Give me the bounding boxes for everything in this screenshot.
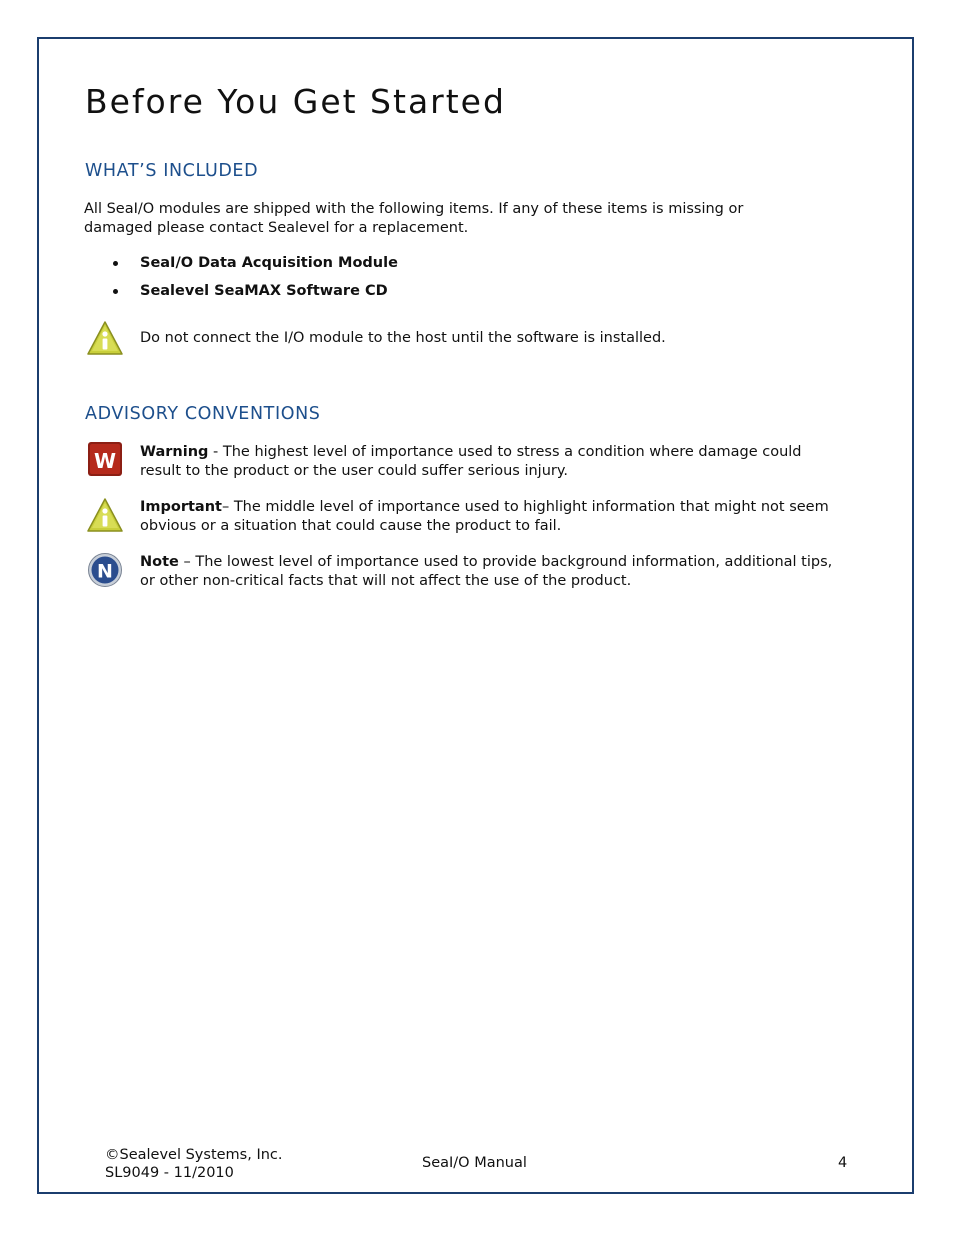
footer-page-number: 4 bbox=[838, 1155, 848, 1171]
warning-convention bbox=[140, 443, 840, 480]
footer-left bbox=[105, 1146, 283, 1182]
intro-line-2: damaged please contact Sealevel for a replacement. bbox=[84, 219, 469, 236]
intro-line-1: All SeaI/O modules are shipped with the following items. If any of these items is missing or bbox=[84, 201, 744, 217]
important-label: Important bbox=[140, 499, 222, 515]
list-item bbox=[110, 282, 398, 310]
footer-copyright: ©Sealevel Systems, Inc. bbox=[105, 1147, 283, 1163]
important-convention bbox=[140, 498, 840, 535]
note-icon bbox=[86, 552, 124, 588]
footer-manual-name: SeaI/O Manual bbox=[422, 1155, 527, 1171]
list-item-label: SeaI/O Data Acquisition Module bbox=[140, 255, 398, 271]
important-icon bbox=[86, 497, 124, 533]
list-item-label: Sealevel SeaMAX Software CD bbox=[140, 283, 388, 299]
warning-icon-letter: W bbox=[93, 449, 117, 473]
page-title: Before You Get Started bbox=[85, 82, 506, 121]
whats-included-heading: WHAT’S INCLUDED bbox=[85, 161, 259, 181]
included-items-list bbox=[110, 254, 398, 310]
warning-text: - The highest level of importance used to stress a condition where damage could result to the product or the user could suffer serious injury. bbox=[140, 444, 802, 479]
note-label: Note bbox=[140, 554, 179, 570]
install-first-note: Do not connect the I/O module to the host until the software is installed. bbox=[140, 330, 666, 346]
important-icon bbox=[86, 320, 124, 356]
warning-icon bbox=[86, 441, 124, 477]
warning-label: Warning bbox=[140, 444, 209, 460]
footer-doc-id: SL9049 - 11/2010 bbox=[105, 1165, 234, 1181]
note-convention bbox=[140, 553, 840, 590]
whats-included-intro bbox=[84, 200, 804, 237]
note-icon-letter: N bbox=[97, 560, 113, 583]
bullet-dot bbox=[113, 289, 118, 294]
advisory-conventions-heading: ADVISORY CONVENTIONS bbox=[85, 404, 321, 424]
important-text: – The middle level of importance used to highlight information that might not seem obvious or a situation that could cause the product to fail. bbox=[140, 499, 829, 534]
list-item bbox=[110, 254, 398, 282]
bullet-dot bbox=[113, 261, 118, 266]
note-text: – The lowest level of importance used to provide background information, additional tips, or other non-critical facts that will not affect the use of the product. bbox=[140, 554, 833, 589]
